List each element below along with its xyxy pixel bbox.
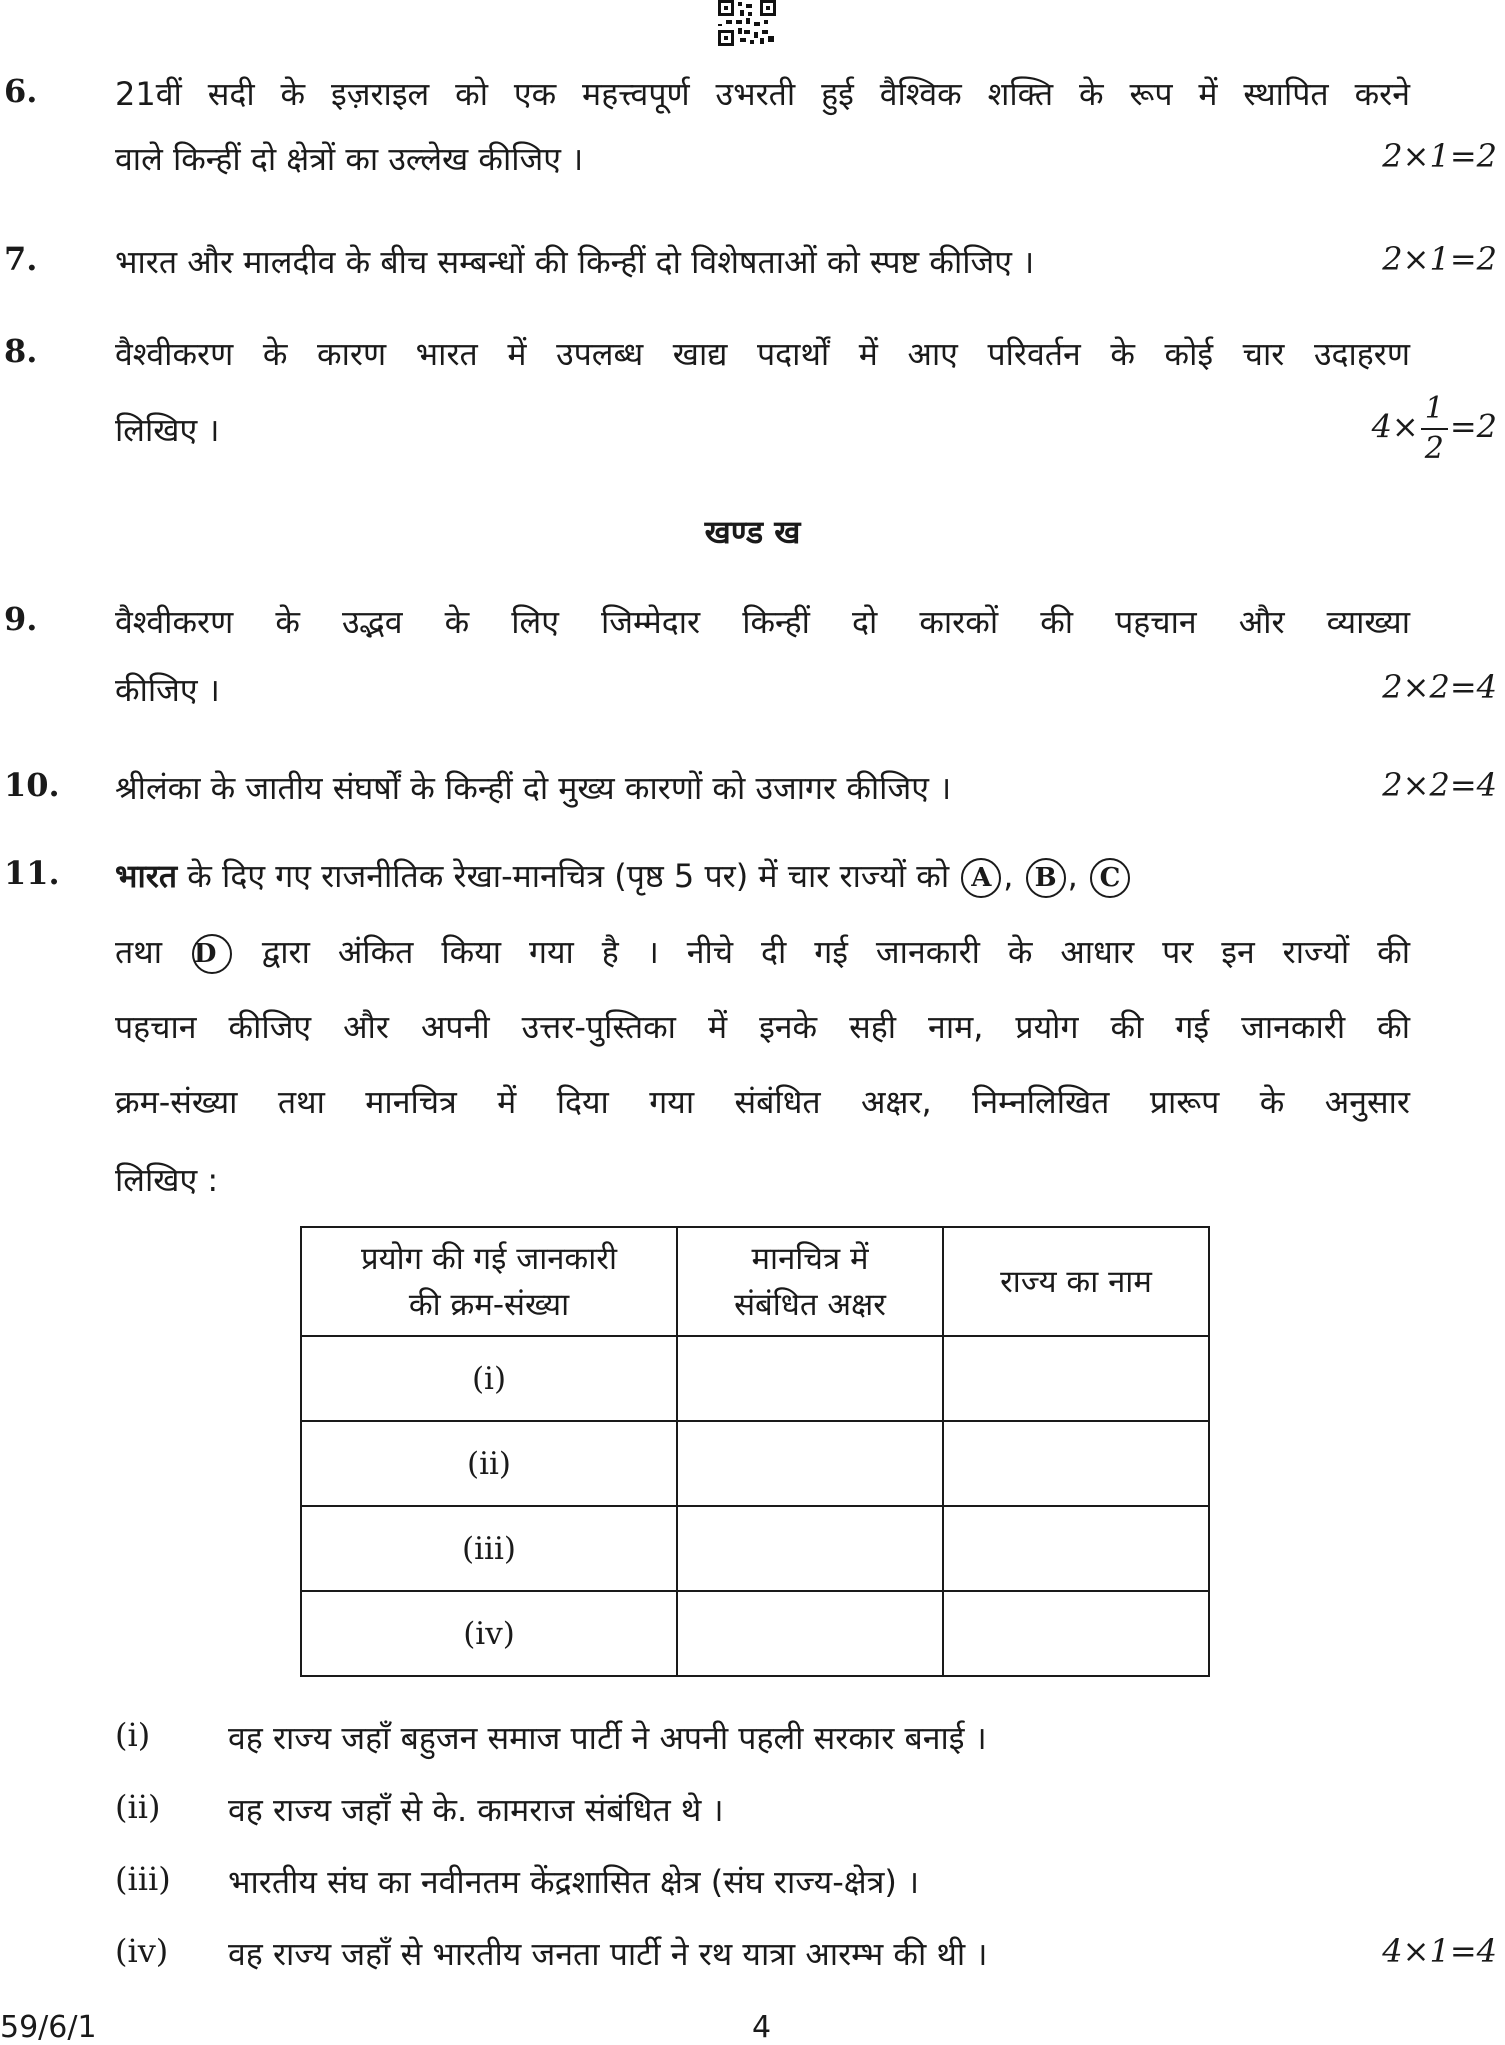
page-number: 4 (752, 2010, 772, 2045)
table-row (301, 1336, 1209, 1421)
question-8-marks (1372, 390, 1497, 468)
header-letter-line2: संबंधित अक्षर (734, 1286, 886, 1323)
table-cell-serial: (ii) (301, 1421, 677, 1506)
question-8-text-line2: लिखिए । (115, 411, 220, 449)
qr-code-icon (718, 0, 776, 46)
clue-text: भारतीय संघ का नवीनतम केंद्रशासित क्षेत्र (संघ राज्य-क्षेत्र) । (228, 1863, 920, 1901)
question-number-9: 9. (4, 600, 38, 638)
map-letter-b: B (1026, 858, 1066, 898)
question-8-text-line1: वैश्वीकरण के कारण भारत में उपलब्ध खाद्य पदार्थों में आए परिवर्तन के कोई चार उदाहरण (115, 335, 1410, 373)
clue-number: (iii) (115, 1860, 171, 1898)
table-row (301, 1421, 1209, 1506)
table-cell-empty (943, 1421, 1209, 1506)
clue-text: वह राज्य जहाँ बहुजन समाज पार्टी ने अपनी पहली सरकार बनाई । (228, 1719, 987, 1757)
question-11-line2-pre: तथा (115, 933, 190, 971)
table-cell-empty (677, 1591, 943, 1676)
table-cell-serial: (i) (301, 1336, 677, 1421)
question-6-text-line1: 21वीं सदी के इज़राइल को एक महत्त्वपूर्ण उभरती हुई वैश्विक शक्ति के रूप में स्थापित करने (115, 75, 1410, 113)
fraction (1421, 390, 1448, 468)
question-number-7: 7. (4, 240, 38, 278)
question-11-text-line2 (115, 930, 1410, 974)
question-number-10: 10. (4, 766, 60, 804)
table-header-state (943, 1227, 1209, 1336)
clue-number: (iv) (115, 1932, 169, 1970)
table-cell-empty (677, 1506, 943, 1591)
clue-number: (ii) (115, 1788, 161, 1826)
question-11-line2-post: द्वारा अंकित किया गया है । नीचे दी गई जानकारी के आधार पर इन राज्यों की (233, 933, 1411, 971)
question-11-text-line4: क्रम-संख्या तथा मानचित्र में दिया गया संबंधित अक्षर, निम्नलिखित प्रारूप के अनुसार (115, 1083, 1410, 1121)
question-6-marks: 2×1=2 (1382, 137, 1497, 175)
question-11-text-line1: भारत के दिए गए राजनीतिक रेखा-मानचित्र (पृष्ठ 5 पर) में चार राज्यों को A , B , C (115, 854, 1132, 898)
bold-word-bharat: भारत (115, 857, 178, 895)
answer-format-table (300, 1226, 1210, 1677)
clue-text: वह राज्य जहाँ से भारतीय जनता पार्टी ने रथ यात्रा आरम्भ की थी । (228, 1935, 988, 1973)
question-10-text: श्रीलंका के जातीय संघर्षों के किन्हीं दो मुख्य कारणों को उजागर कीजिए । (115, 769, 952, 807)
paper-code: 59/6/1 (0, 2010, 97, 2045)
table-cell-empty (677, 1336, 943, 1421)
header-serial-line1: प्रयोग की गई जानकारी (361, 1240, 617, 1277)
clue-number: (i) (115, 1716, 151, 1754)
question-11-line1-rest: के दिए गए राजनीतिक रेखा-मानचित्र (पृष्ठ 5 पर) में चार राज्यों को (177, 857, 960, 895)
table-cell-empty (943, 1506, 1209, 1591)
table-cell-serial: (iii) (301, 1506, 677, 1591)
question-10-marks: 2×2=4 (1382, 766, 1497, 804)
table-header-serial (301, 1227, 677, 1336)
question-9-text-line2: कीजिए । (115, 671, 220, 709)
question-number-6: 6. (4, 72, 38, 110)
question-number-8: 8. (4, 332, 38, 370)
table-header-letter (677, 1227, 943, 1336)
table-cell-empty (943, 1336, 1209, 1421)
question-11-marks: 4×1=4 (1382, 1932, 1497, 1970)
question-7-text: भारत और मालदीव के बीच सम्बन्धों की किन्हीं दो विशेषताओं को स्पष्ट कीजिए । (115, 243, 1035, 281)
fraction-denominator: 2 (1424, 431, 1444, 466)
question-number-11: 11. (4, 854, 60, 892)
question-7-marks: 2×1=2 (1382, 240, 1497, 278)
section-heading: खण्ड ख (704, 513, 801, 551)
header-state-line1: राज्य का नाम (1000, 1263, 1152, 1300)
map-letter-c: C (1090, 858, 1130, 898)
marks-suffix: =2 (1449, 407, 1497, 446)
table-header-row (301, 1227, 1209, 1336)
question-9-marks: 2×2=4 (1382, 668, 1497, 706)
header-serial-line2: की क्रम-संख्या (408, 1286, 570, 1323)
table-cell-empty (677, 1421, 943, 1506)
table-cell-empty (943, 1591, 1209, 1676)
clue-text: वह राज्य जहाँ से के. कामराज संबंधित थे । (228, 1791, 724, 1829)
question-6-text-line2: वाले किन्हीं दो क्षेत्रों का उल्लेख कीजिए । (115, 140, 584, 178)
map-letter-d: D (192, 934, 232, 974)
question-9-text-line1: वैश्वीकरण के उद्भव के लिए जिम्मेदार किन्हीं दो कारकों की पहचान और व्याख्या (115, 603, 1410, 641)
table-row (301, 1506, 1209, 1591)
table-cell-serial: (iv) (301, 1591, 677, 1676)
question-11-text-line3: पहचान कीजिए और अपनी उत्तर-पुस्तिका में इनके सही नाम, प्रयोग की गई जानकारी की (115, 1008, 1410, 1046)
header-letter-line1: मानचित्र में (751, 1240, 869, 1277)
marks-prefix: 4× (1371, 407, 1419, 446)
question-11-text-line5: लिखिए : (115, 1161, 219, 1199)
map-letter-a: A (961, 858, 1001, 898)
fraction-numerator: 1 (1421, 390, 1448, 430)
table-row (301, 1591, 1209, 1676)
